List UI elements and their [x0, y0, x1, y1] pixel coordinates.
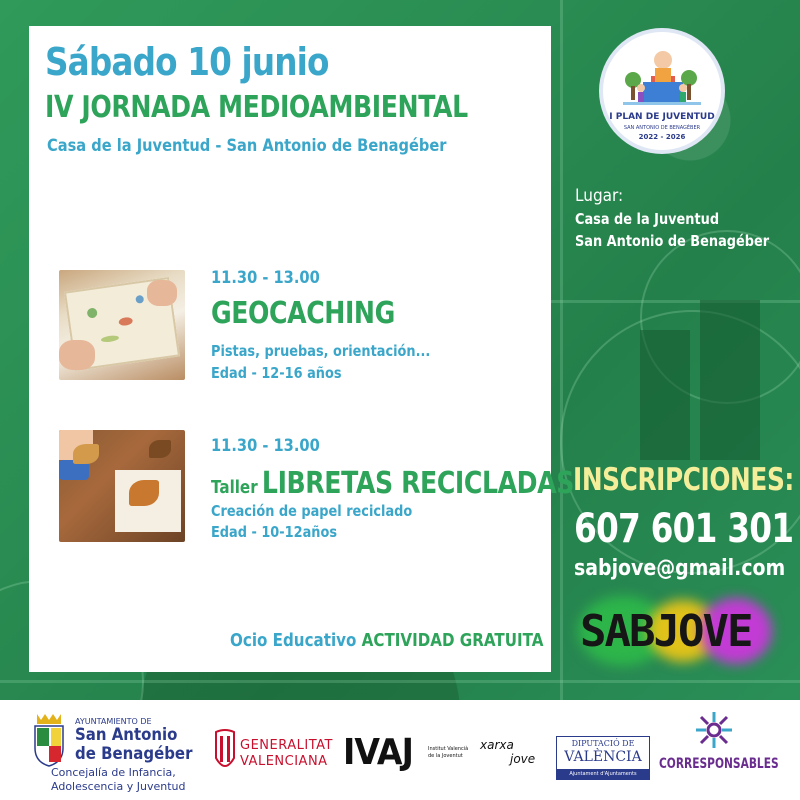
generalitat-name: VALENCIANA: [240, 754, 328, 769]
activity-title-prefix: Taller: [211, 477, 258, 498]
activity-time: 11.30 - 13.00: [211, 436, 320, 456]
background-line-decoration: [551, 300, 800, 303]
logo-part-jove: JOVE: [653, 606, 752, 657]
xarxa-jove-logo: xarxa: [480, 738, 514, 752]
registration-phone[interactable]: 607 601 301: [574, 506, 794, 552]
location-label: Lugar:: [575, 186, 624, 206]
corresponsables-name: CORRESPONSABLES: [659, 756, 779, 772]
town-department: Adolescencia y Juventud: [51, 780, 186, 793]
background-building-decoration: [700, 300, 760, 460]
note-label: Ocio Educativo: [230, 630, 357, 651]
background-line-decoration: [560, 0, 563, 700]
geocaching-photo: [59, 270, 185, 380]
plan-subtitle: SAN ANTONIO DE BENAGÉBER: [623, 125, 701, 131]
leaf-illustration: [129, 480, 159, 506]
location-line: San Antonio de Benagéber: [575, 232, 770, 250]
diputacio-line: VALÈNCIA: [564, 749, 642, 765]
ivaj-logo: IVAJ: [343, 732, 413, 773]
plan-years: 2022 - 2026: [638, 133, 686, 141]
corresponsables-emblem-icon: [694, 710, 734, 750]
town-department: Concejalía de Infancia,: [51, 766, 176, 779]
youth-plan-illustration: [623, 48, 701, 110]
generalitat-emblem-icon: [212, 728, 238, 778]
event-venue: Casa de la Juventud - San Antonio de Benagéber: [47, 136, 447, 156]
generalitat-name: GENERALITAT: [240, 738, 333, 753]
town-name: San Antonio: [75, 725, 178, 745]
event-title: IV JORNADA MEDIOAMBIENTAL: [45, 90, 468, 125]
location-line: Casa de la Juventud: [575, 210, 720, 228]
activity-title-line: [211, 466, 574, 501]
sabjove-logo: [578, 596, 772, 668]
note-highlight: ACTIVIDAD GRATUITA: [361, 630, 544, 651]
hand-illustration: [147, 280, 177, 306]
logo-part-sab: SAB: [580, 606, 654, 657]
town-council-label: AYUNTAMIENTO DE: [75, 717, 152, 726]
event-info-card: [29, 26, 574, 672]
hand-illustration: [59, 340, 95, 370]
event-date: Sábado 10 junio: [45, 40, 329, 84]
activity-title: GEOCACHING: [211, 296, 395, 331]
activity-time: 11.30 - 13.00: [211, 268, 320, 288]
sponsor-footer: [0, 700, 800, 800]
leaf-illustration: [73, 444, 99, 464]
leaf-illustration: [149, 440, 171, 458]
activity-description: Pistas, pruebas, orientación...: [211, 342, 431, 360]
activity-age: Edad - 10-12años: [211, 523, 338, 541]
activity-description: Creación de papel reciclado: [211, 502, 413, 520]
registration-label: INSCRIPCIONES:: [573, 462, 794, 498]
plan-title: I PLAN DE JUVENTUD: [609, 112, 715, 122]
recycled-notebook-photo: [59, 430, 185, 542]
diputacio-bar: Ajuntament d'Ajuntaments: [557, 769, 649, 779]
youth-plan-badge: [603, 32, 721, 150]
registration-email[interactable]: sabjove@gmail.com: [574, 556, 786, 581]
diputacio-line: DIPUTACIÓ DE: [571, 739, 635, 748]
logo-wordmark: [580, 606, 751, 657]
background-building-decoration: [640, 330, 690, 460]
diputacio-logo: [556, 736, 650, 780]
ivaj-subtitle: de la Joventut: [428, 753, 463, 759]
ivaj-subtitle: Institut Valencià: [428, 746, 469, 752]
background-line-decoration: [0, 680, 800, 683]
activity-title: LIBRETAS RECICLADAS: [261, 466, 574, 501]
town-shield-icon: [31, 712, 67, 768]
activity-age: Edad - 12-16 años: [211, 364, 342, 382]
xarxa-jove-logo: jove: [510, 752, 536, 766]
town-name: de Benagéber: [75, 744, 193, 764]
free-activity-note: [230, 630, 543, 651]
